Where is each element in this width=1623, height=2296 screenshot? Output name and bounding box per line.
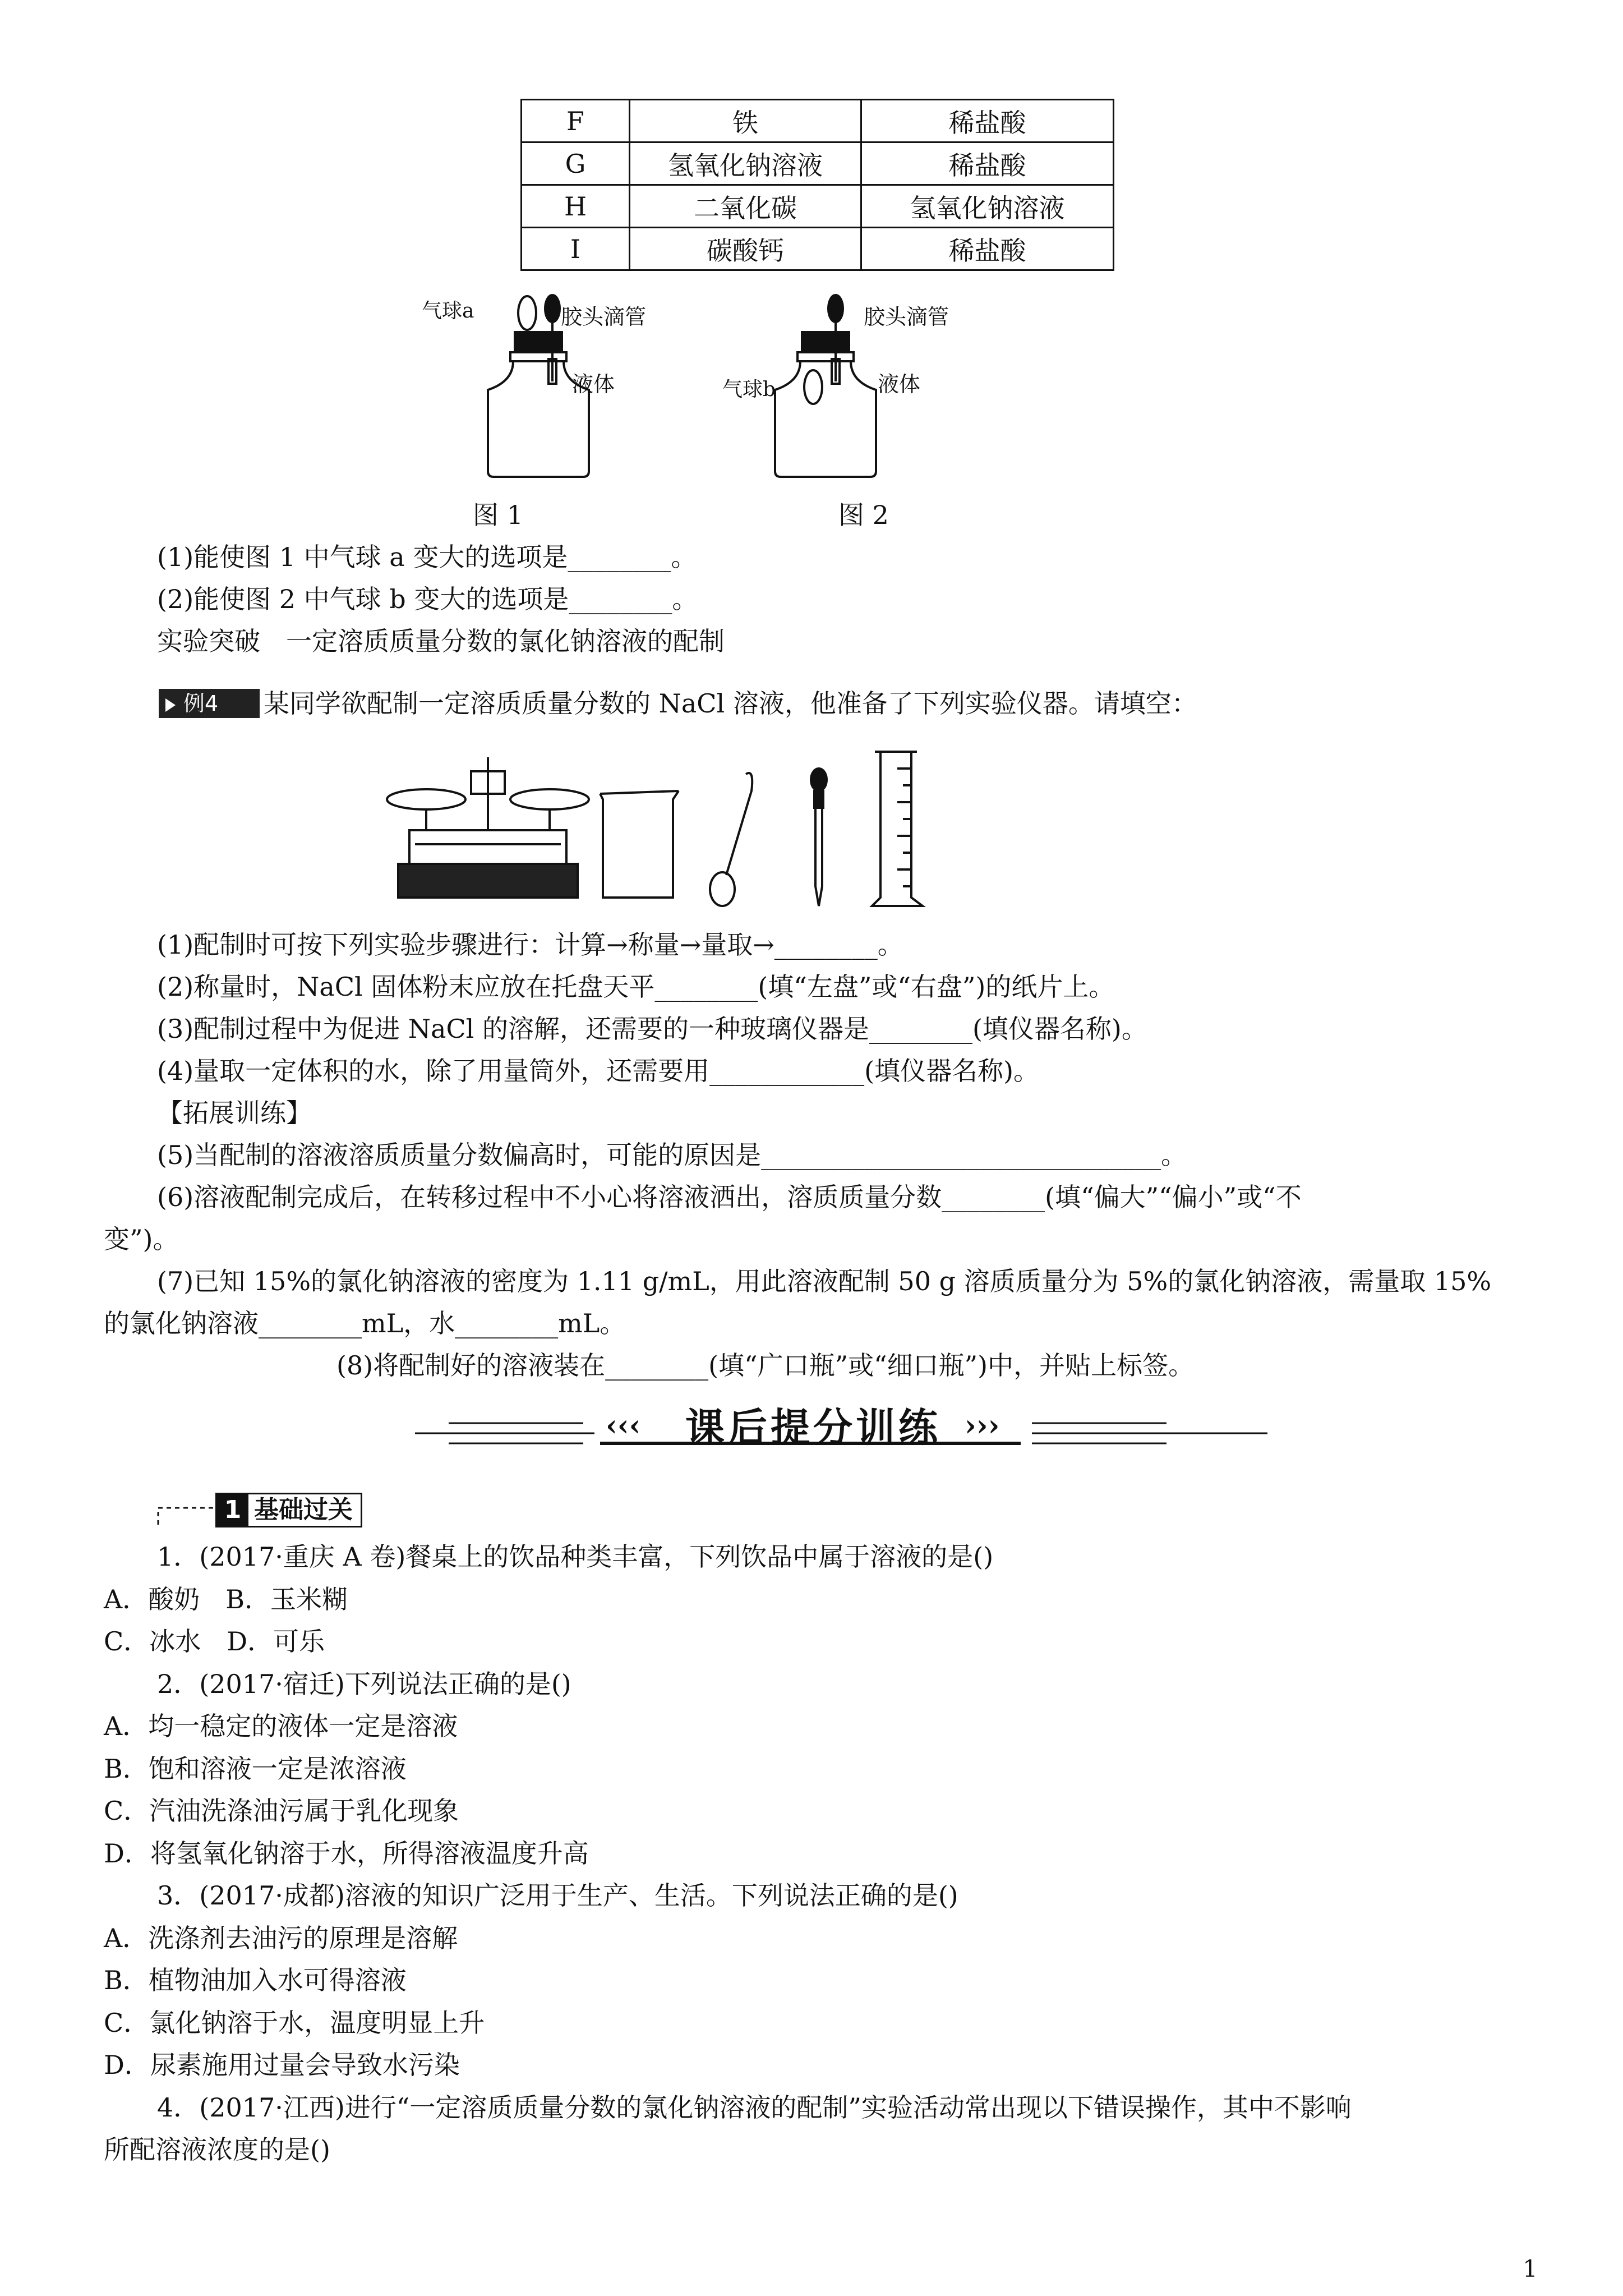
- table-cell: 稀盐酸: [861, 100, 1114, 142]
- question-option: C．冰水 D．可乐: [104, 1626, 325, 1657]
- extension-title: 【拓展训练】: [157, 1098, 312, 1128]
- section-number: 1: [217, 1494, 248, 1526]
- experiment-title: 实验突破 一定溶质质量分数的氯化钠溶液的配制: [157, 626, 725, 656]
- question-stem: 4．(2017·江西)进行“一定溶质质量分数的氯化钠溶液的配制”实验活动常出现以下错误操作，其中不影响: [157, 2092, 1352, 2123]
- step-2: (2)称量时，NaCl 固体粉末应放在托盘天平________(填“左盘”或“右盘”)的纸片上。: [157, 972, 1115, 1002]
- step-1: (1)配制时可按下列实验步骤进行：计算→称量→量取→________。: [157, 930, 903, 960]
- question-option: C．氯化钠溶于水，温度明显上升: [104, 2007, 485, 2038]
- section-header: [215, 1493, 362, 1527]
- fig2-dropper-label: 胶头滴管: [864, 305, 949, 329]
- table-cell: G: [522, 142, 630, 185]
- table-row: [522, 228, 1114, 270]
- fig1-liquid-label: 液体: [572, 372, 615, 397]
- question-stem: 2．(2017·宿迁)下列说法正确的是(): [157, 1668, 571, 1699]
- extension-q6-cont: 变”)。: [104, 1224, 179, 1254]
- example-tag-label: 例4: [183, 691, 219, 716]
- extension-q8: (8)将配制好的溶液装在________(填“广口瓶”或“细口瓶”)中，并贴上标签。: [336, 1350, 1195, 1381]
- beaker-icon: [600, 791, 679, 898]
- extension-q5: (5)当配制的溶液溶质质量分数偏高时，可能的原因是_______________________________。: [157, 1140, 1187, 1170]
- graduated-cylinder-icon: [872, 752, 923, 906]
- table-row: [522, 185, 1114, 228]
- spoon-icon: [710, 773, 752, 906]
- example-tag: [159, 689, 260, 718]
- table-cell: I: [522, 228, 630, 270]
- extension-q7-cont: 的氯化钠溶液________mL，水________mL。: [104, 1308, 626, 1338]
- section-dotted-leader: [157, 1492, 219, 1526]
- table-cell: H: [522, 185, 630, 228]
- banner-left-deco: ‹‹‹: [606, 1409, 641, 1443]
- banner-right-deco: ›››: [965, 1409, 1000, 1443]
- fig1-caption: 图 1: [473, 500, 523, 530]
- question-stem: 3．(2017·成都)溶液的知识广泛用于生产、生活。下列说法正确的是(): [157, 1880, 958, 1911]
- fig1-dropper-label: 胶头滴管: [561, 305, 647, 329]
- lab-instruments-illustration: [381, 746, 1009, 914]
- reagent-table: [520, 99, 1114, 271]
- question-1: (1)能使图 1 中气球 a 变大的选项是________。: [157, 542, 697, 572]
- balance-icon: [387, 757, 589, 898]
- section-title: 基础过关: [254, 1496, 353, 1524]
- extension-q7: (7)已知 15%的氯化钠溶液的密度为 1.11 g/mL，用此溶液配制 50 g 溶质质量分为 5%的氯化钠溶液，需量取 15%: [157, 1266, 1492, 1296]
- table-row: [522, 142, 1114, 185]
- fig2-balloon-label: 气球b: [722, 378, 776, 401]
- fig1-balloon-label: 气球a: [422, 300, 474, 323]
- question-option: A．均一稳定的液体一定是溶液: [104, 1711, 458, 1741]
- banner-title: 课后提分训练: [685, 1405, 941, 1451]
- question-option: B．植物油加入水可得溶液: [104, 1965, 407, 1995]
- table-row: [522, 100, 1114, 142]
- question-option: A．酸奶 B．玉米糊: [104, 1584, 348, 1614]
- question-option: D．尿素施用过量会导致水污染: [104, 2050, 460, 2080]
- question-option: C．汽油洗涤油污属于乳化现象: [104, 1796, 459, 1826]
- question-2: (2)能使图 2 中气球 b 变大的选项是________。: [157, 584, 698, 614]
- fig2-caption: 图 2: [838, 500, 889, 530]
- table-cell: 碳酸钙: [630, 228, 861, 270]
- question-option: B．饱和溶液一定是浓溶液: [104, 1753, 407, 1784]
- extension-q6: (6)溶液配制完成后，在转移过程中不小心将溶液洒出，溶质质量分数________(填“偏大”“偏小”或“不: [157, 1182, 1302, 1212]
- table-cell: 稀盐酸: [861, 142, 1114, 185]
- play-icon: [165, 698, 176, 712]
- table-cell: 氢氧化钠溶液: [630, 142, 861, 185]
- table-cell: F: [522, 100, 630, 142]
- page-number: 1: [1523, 2255, 1538, 2283]
- step-4: (4)量取一定体积的水，除了用量筒外，还需要用____________(填仪器名称)。: [157, 1056, 1040, 1086]
- dropper-icon: [811, 769, 827, 906]
- question-option: 所配溶液浓度的是(): [104, 2134, 330, 2165]
- question-option: D．将氢氧化钠溶于水，所得溶液温度升高: [104, 1838, 589, 1869]
- table-cell: 稀盐酸: [861, 228, 1114, 270]
- fig2-liquid-label: 液体: [878, 372, 921, 397]
- example-text: 某同学欲配制一定溶质质量分数的 NaCl 溶液，他准备了下列实验仪器。请填空：: [264, 688, 1197, 719]
- question-stem: 1．(2017·重庆 A 卷)餐桌上的饮品种类丰富，下列饮品中属于溶液的是(): [157, 1542, 994, 1572]
- step-3: (3)配制过程中为促进 NaCl 的溶解，还需要的一种玻璃仪器是________(填仪器名称)。: [157, 1014, 1147, 1044]
- table-cell: 铁: [630, 100, 861, 142]
- table-cell: 氢氧化钠溶液: [861, 185, 1114, 228]
- table-cell: 二氧化碳: [630, 185, 861, 228]
- question-option: A．洗涤剂去油污的原理是溶解: [104, 1922, 458, 1953]
